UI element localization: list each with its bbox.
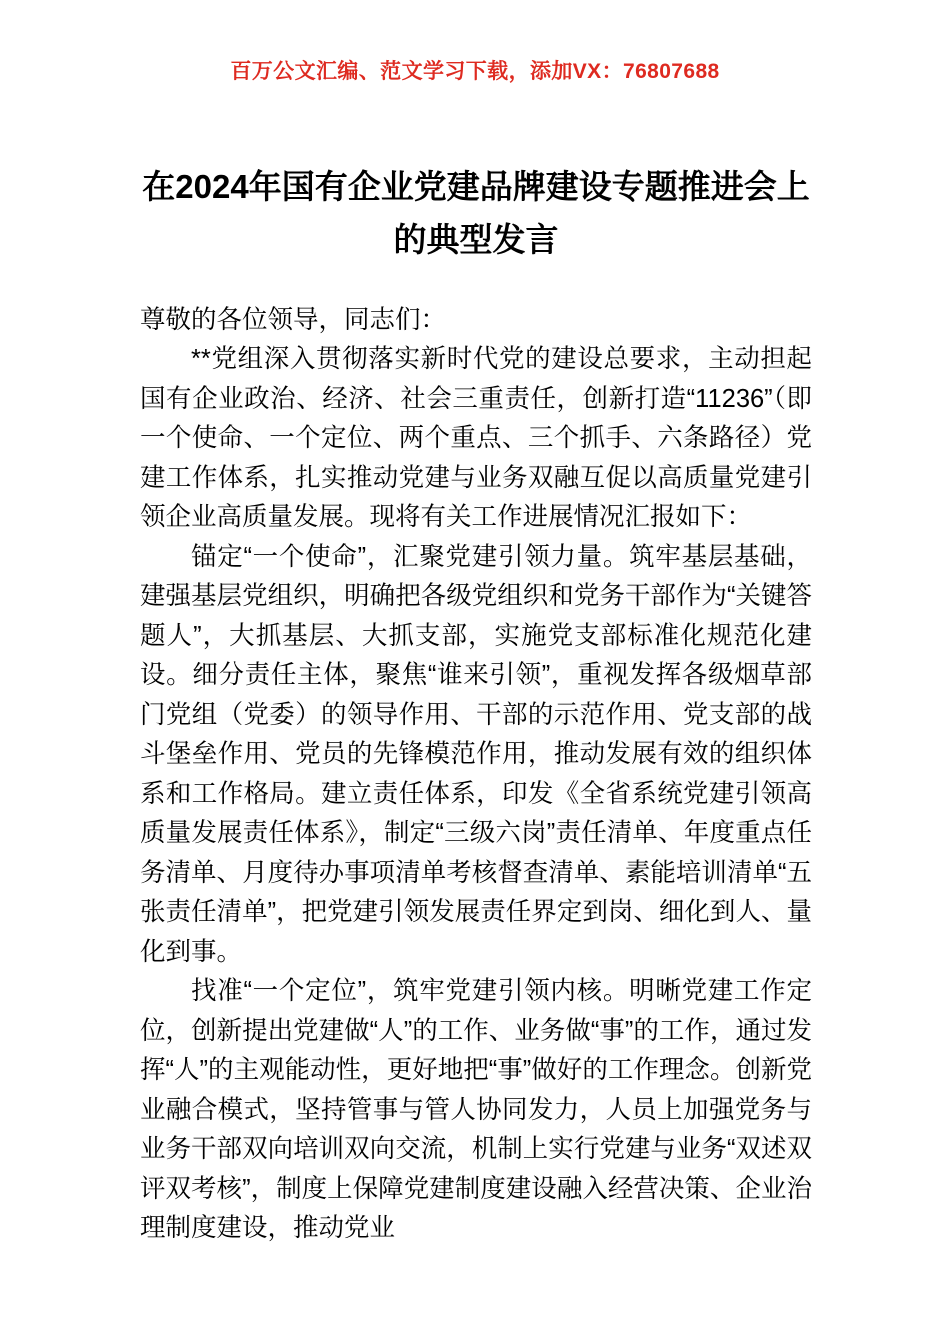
promo-watermark-banner [0, 0, 950, 140]
document-body [140, 301, 812, 1249]
document-title: 在2024年国有企业党建品牌建设专题推进会上的典型发言 [142, 168, 810, 259]
paragraph-section-one-mission: 锚定“一个使命”，汇聚党建引领力量。筑牢基层基础，建强基层党组织，明确把各级党组织和党务干部作为“关键答题人”，大抓基层、大抓支部，实施党支部标准化规范化建设。细分责任主体，聚焦“谁来引领”，重视发挥各级烟草部门党组（党委）的领导作用、干部的示范作用、党支部的战斗堡垒作用、党员的先锋模范作用，推动发展有效的组织体系和工作格局。建立责任体系，印发《全省系统党建引领高质量发展责任体系》，制定“三级六岗”责任清单、年度重点任务清单、月度待办事项清单考核督查清单、素能培训清单“五张责任清单”，把党建引领发展责任界定到岗、细化到人、量化到事。 [140, 542, 812, 966]
paragraph-salutation: 尊敬的各位领导，同志们： [140, 305, 447, 334]
document-content [140, 160, 812, 1249]
paragraph-opening: **党组深入贯彻落实新时代党的建设总要求，主动担起国有企业政治、经济、社会三重责任，创新打造“11236”（即一个使命、一个定位、两个重点、三个抓手、六条路径）党建工作体系，扎实推动党建与业务双融互促以高质量党建引领企业高质量发展。现将有关工作进展情况汇报如下： [140, 345, 812, 532]
promo-watermark-text: 百万公文汇编、范文学习下载，添加VX：76807688 [230, 60, 720, 83]
paragraph-section-two-position: 找准“一个定位”，筑牢党建引领内核。明晰党建工作定位，创新提出党建做“人”的工作、业务做“事”的工作，通过发挥“人”的主观能动性，更好地把“事”做好的工作理念。创新党业融合模式，坚持管事与管人协同发力，人员上加强党务与业务干部双向培训双向交流，机制上实行党建与业务“双述双评双考核”，制度上保障党建制度建设融入经营决策、企业治理制度建设，推动党业 [140, 977, 812, 1243]
